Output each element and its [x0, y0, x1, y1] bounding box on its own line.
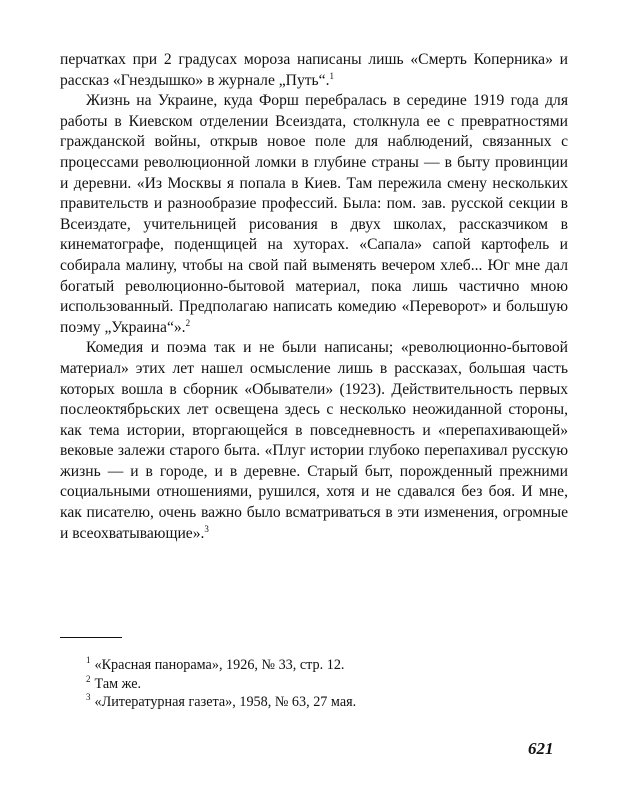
footnotes [86, 656, 566, 712]
paragraph-2: Жизнь на Украине, куда Форш перебралась в середине 1919 года для работы в Киевском отделении Всеиздата, столкнула ее с превратностями гражданской войны, открыв новое поле для наблюдений, связанных с процессами революционной ломки в глубине страны — в быту провинции и деревни. «Из Москвы я попала в Киев. Там пережила смену нескольких правительств и разнообразие профессий. Была: пом. зав. русской секции в Всеиздате, учительницей рисования в двух школах, рассказчиком в кинематографе, поденщицей на хуторах. «Сапала» сапой картофель и собирала малину, чтобы на свой пай выменять вечером хлеб... Юг мне дал богатый революционно-бытовой материал, пока лишь частично мною использованный. Предполагаю написать комедию «Переворот» и большую поэму „Украина“».$^2$ [60, 92, 568, 336]
footnote-3: $^3$ «Литературная газета», 1958, № 63, 27 мая. [86, 692, 357, 710]
footnote-divider [60, 637, 122, 638]
footnote-ref-1: 1 [329, 70, 334, 81]
footnote-ref-2: 2 [185, 317, 191, 328]
paragraph-1: перчатках при 2 градусах мороза написаны лишь «Смерть Коперника» и рассказ «Гнездышко» в журнале „Путь“.$^1$ [60, 51, 568, 89]
footnote-1: $^1$ «Красная панорама», 1926, № 33, стр. 12. [86, 655, 345, 673]
paragraph-3: Комедия и поэма так и не были написаны; «революционно-бытовой материал» этих лет нашел осмысление лишь в рассказах, большая часть которых вошла в сборник «Обыватели» (1923). Действительность первых послеоктябрьских лет освещена здесь с несколько неожиданной стороны, как тема истории, вторгающейся в повседневность и «перепахивающей» вековые залежи старого быта. «Плуг истории глубоко перепахивал русскую жизнь — и в городе, и в деревне. Старый быт, порожденный прежними социальными отношениями, рушился, хотя и не сдавался без боя. И мне, как писателю, очень важно было всматриваться в эти изменения, огромные и всеохватывающие».$^3$ [60, 339, 568, 542]
main-text [60, 50, 568, 544]
footnote-ref-3: 3 [204, 523, 209, 534]
page-number: 621 [528, 739, 554, 758]
footnote-2: $^2$ Там же. [86, 673, 142, 692]
